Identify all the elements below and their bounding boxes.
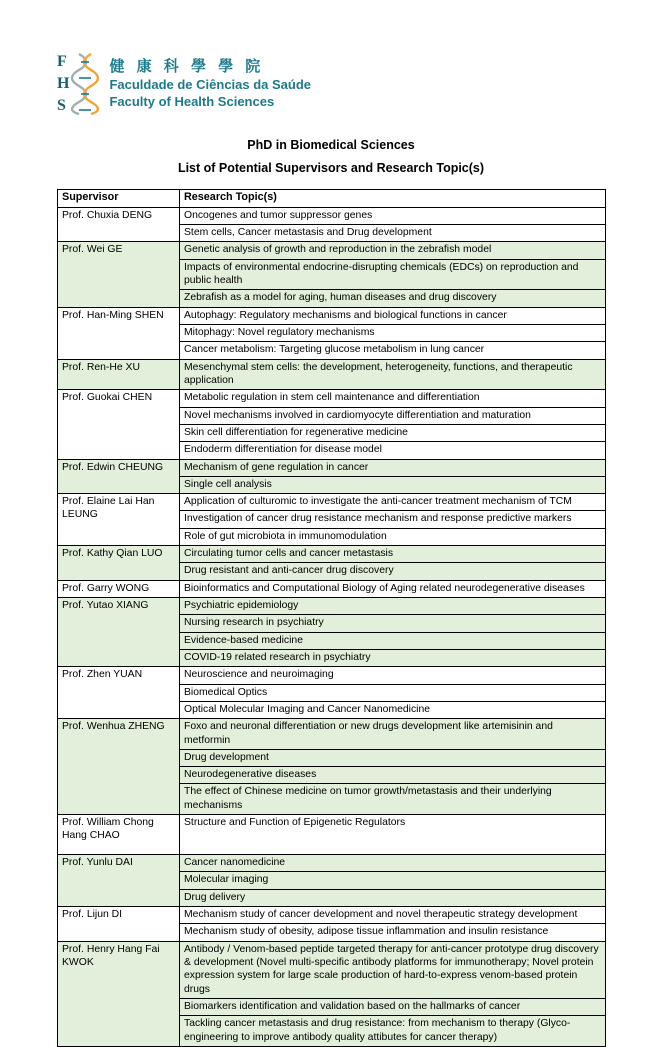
table-header-row	[58, 190, 606, 208]
topic-cell: Mechanism study of obesity, adipose tissue inflammation and insulin resistance	[180, 924, 606, 941]
topic-cell: Biomedical Optics	[180, 684, 606, 701]
table-row	[58, 907, 606, 924]
topic-cell: Evidence-based medicine	[180, 632, 606, 649]
topic-cell: Neuroscience and neuroimaging	[180, 667, 606, 684]
table-row	[58, 359, 606, 390]
topic-cell: Endoderm differentiation for disease model	[180, 442, 606, 459]
topic-cell: COVID-19 related research in psychiatry	[180, 649, 606, 666]
topic-cell: Antibody / Venom-based peptide targeted therapy for anti-cancer prototype drug discovery & development (Novel multi-specific antibody platforms for immunotherapy; Novel protein expression system for large scale production of hard-to-express venom-based protein drugs	[180, 941, 606, 998]
supervisor-cell: Prof. Elaine Lai Han LEUNG	[58, 494, 180, 546]
table-row	[58, 390, 606, 407]
logo-chinese-name: 健 康 科 學 學 院	[109, 58, 265, 76]
fhs-logo-text	[109, 57, 311, 110]
supervisor-cell: Prof. Henry Hang Fai KWOK	[58, 941, 180, 1046]
fhs-logo	[57, 52, 605, 116]
topic-cell: Genetic analysis of growth and reproduction in the zebrafish model	[180, 242, 606, 259]
supervisor-cell: Prof. Yutao XIANG	[58, 598, 180, 667]
supervisor-cell: Prof. William Chong Hang CHAO	[58, 815, 180, 855]
supervisor-cell: Prof. Chuxia DENG	[58, 207, 180, 242]
topic-cell: Tackling cancer metastasis and drug resistance: from mechanism to therapy (Glyco-engineering to improve antibody quality attibutes for cancer therapy)	[180, 1016, 606, 1047]
topic-cell: Optical Molecular Imaging and Cancer Nanomedicine	[180, 701, 606, 718]
topic-cell: Application of culturomic to investigate the anti-cancer treatment mechanism of TCM	[180, 494, 606, 511]
topic-cell: Nursing research in psychiatry	[180, 615, 606, 632]
topic-cell: Mitophagy: Novel regulatory mechanisms	[180, 325, 606, 342]
supervisor-cell: Prof. Wenhua ZHENG	[58, 719, 180, 815]
table-row	[58, 941, 606, 998]
topic-cell: Neurodegenerative diseases	[180, 767, 606, 784]
topic-cell: Drug delivery	[180, 889, 606, 906]
document-titles	[57, 138, 605, 175]
topic-cell: Mechanism study of cancer development and novel therapeutic strategy development	[180, 907, 606, 924]
topic-cell: Molecular imaging	[180, 872, 606, 889]
topic-cell: Foxo and neuronal differentiation or new drugs development like artemisinin and metformin	[180, 719, 606, 750]
supervisor-cell: Prof. Garry WONG	[58, 580, 180, 597]
page-title: PhD in Biomedical Sciences	[247, 138, 415, 152]
topic-cell: Drug resistant and anti-cancer drug discovery	[180, 563, 606, 580]
table-row	[58, 855, 606, 872]
topic-cell: Oncogenes and tumor suppressor genes	[180, 207, 606, 224]
dna-helix-icon	[71, 53, 101, 115]
supervisor-cell: Prof. Edwin CHEUNG	[58, 459, 180, 494]
fhs-letter-f: F	[57, 53, 67, 70]
table-row	[58, 598, 606, 615]
topics-column-header: Research Topic(s)	[180, 190, 606, 208]
supervisor-cell: Prof. Guokai CHEN	[58, 390, 180, 459]
topic-cell: Role of gut microbiota in immunomodulation	[180, 528, 606, 545]
topic-cell: Stem cells, Cancer metastasis and Drug development	[180, 225, 606, 242]
topic-cell: Single cell analysis	[180, 476, 606, 493]
table-row	[58, 667, 606, 684]
topic-cell: Metabolic regulation in stem cell maintenance and differentiation	[180, 390, 606, 407]
topic-cell: Cancer nanomedicine	[180, 855, 606, 872]
topic-cell: Autophagy: Regulatory mechanisms and biological functions in cancer	[180, 307, 606, 324]
topic-cell: Impacts of environmental endocrine-disrupting chemicals (EDCs) on reproduction and public health	[180, 259, 606, 290]
supervisor-cell: Prof. Yunlu DAI	[58, 855, 180, 907]
logo-english-name: Faculty of Health Sciences	[109, 93, 275, 109]
topic-cell: Psychiatric epidemiology	[180, 598, 606, 615]
table-body	[58, 207, 606, 1046]
supervisor-column-header: Supervisor	[58, 190, 180, 208]
logo-portuguese-name: Faculdade de Ciências da Saúde	[109, 76, 312, 92]
topic-cell: Cancer metabolism: Targeting glucose metabolism in lung cancer	[180, 342, 606, 359]
topic-cell: Mesenchymal stem cells: the development, heterogeneity, functions, and therapeutic application	[180, 359, 606, 390]
topic-cell: Biomarkers identification and validation based on the hallmarks of cancer	[180, 998, 606, 1015]
topic-cell: Structure and Function of Epigenetic Regulators	[180, 815, 606, 855]
topic-cell: The effect of Chinese medicine on tumor growth/metastasis and their underlying mechanisms	[180, 784, 606, 815]
fhs-letter-s: S	[57, 97, 66, 114]
topic-cell: Zebrafish as a model for aging, human diseases and drug discovery	[180, 290, 606, 307]
table-row	[58, 242, 606, 259]
table-row	[58, 207, 606, 224]
fhs-letters	[57, 54, 69, 114]
table-row	[58, 815, 606, 855]
page-subtitle: List of Potential Supervisors and Research Topic(s)	[177, 161, 485, 175]
supervisor-cell: Prof. Zhen YUAN	[58, 667, 180, 719]
table-row	[58, 546, 606, 563]
table-row	[58, 719, 606, 750]
topic-cell: Investigation of cancer drug resistance mechanism and response predictive markers	[180, 511, 606, 528]
table-row	[58, 307, 606, 324]
topic-cell: Drug development	[180, 749, 606, 766]
table-row	[58, 580, 606, 597]
topic-cell: Mechanism of gene regulation in cancer	[180, 459, 606, 476]
supervisor-cell: Prof. Ren-He XU	[58, 359, 180, 390]
supervisor-cell: Prof. Han-Ming SHEN	[58, 307, 180, 359]
topic-cell: Skin cell differentiation for regenerative medicine	[180, 424, 606, 441]
supervisor-cell: Prof. Lijun DI	[58, 907, 180, 942]
supervisor-cell: Prof. Kathy Qian LUO	[58, 546, 180, 581]
fhs-logo-mark	[57, 52, 101, 116]
fhs-letter-h: H	[57, 75, 70, 92]
topic-cell: Bioinformatics and Computational Biology of Aging related neurodegenerative diseases	[180, 580, 606, 597]
topic-cell: Circulating tumor cells and cancer metastasis	[180, 546, 606, 563]
supervisors-table	[57, 189, 606, 1047]
topic-cell: Novel mechanisms involved in cardiomyocyte differentiation and maturation	[180, 407, 606, 424]
table-row	[58, 459, 606, 476]
table-row	[58, 494, 606, 511]
supervisor-cell: Prof. Wei GE	[58, 242, 180, 307]
